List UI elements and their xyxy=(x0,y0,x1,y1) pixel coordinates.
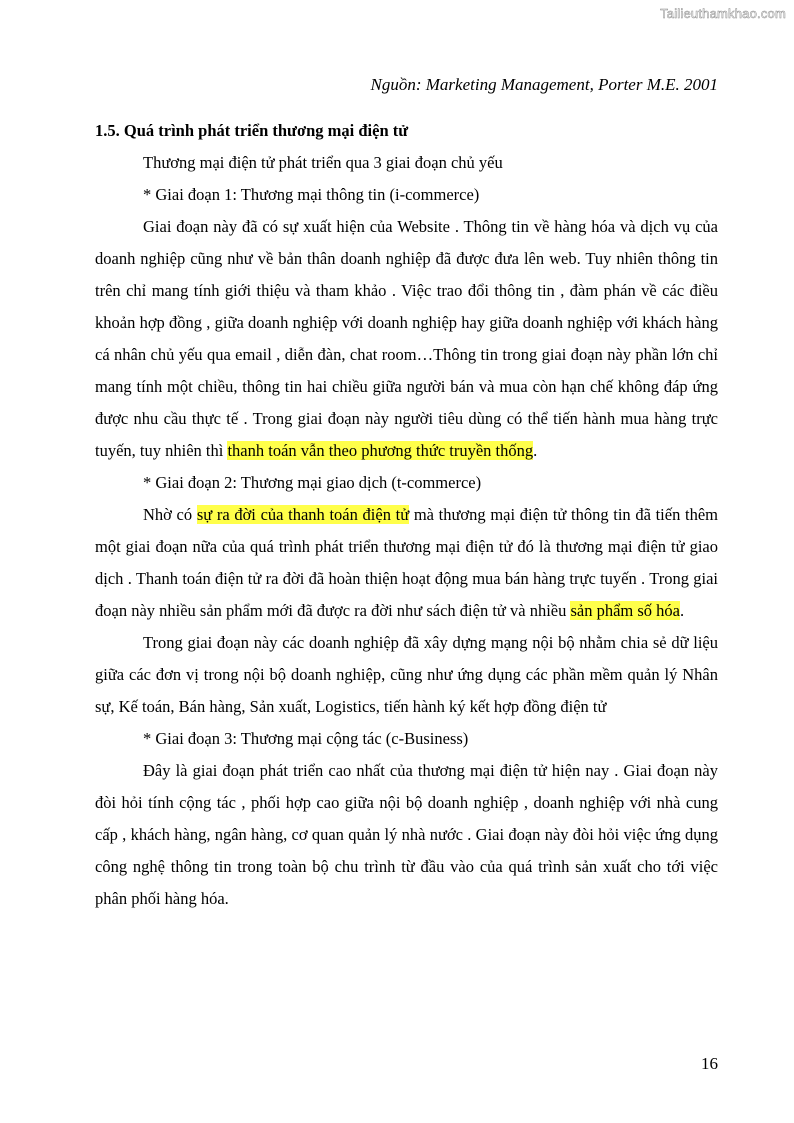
watermark: Tailieuthamkhao.com xyxy=(660,6,786,21)
section-heading: 1.5. Quá trình phát triển thương mại điện tử xyxy=(95,121,409,140)
stage1-highlight: thanh toán vẫn theo phương thức truyền thống xyxy=(227,441,534,460)
stage1-title: * Giai đoạn 1: Thương mại thông tin (i-commerce) xyxy=(143,185,480,204)
stage2-highlight-2: sản phẩm số hóa xyxy=(570,601,681,620)
stage2-text-middle: mà thương mại điện tử thông tin đã tiến thêm một giai đoạn nữa của quá trình phát triển thương mại điện tử đó là thương mại điện tử giao dịch . Thanh toán điện tử ra đời đã hoàn thiện hoạt động mua bán hàng trực tuyến . Trong giai đoạn này nhiều sản phẩm mới đã được ra đời như sách điện tử và nhiều xyxy=(95,505,719,620)
stage2-paragraph-1 xyxy=(95,499,718,627)
stage2-text-end: . xyxy=(680,601,685,620)
document-body xyxy=(95,115,718,915)
stage3-title: * Giai đoạn 3: Thương mại cộng tác (c-Business) xyxy=(143,729,469,748)
stage2-paragraph-2: Trong giai đoạn này các doanh nghiệp đã xây dựng mạng nội bộ nhằm chia sẻ dữ liệu giữa các đơn vị trong nội bộ doanh nghiệp, cũng như ứng dụng các phần mềm quản lý Nhân sự, Kế toán, Bán hàng, Sản xuất, Logistics, tiến hành ký kết hợp đồng điện tử xyxy=(95,633,718,716)
stage1-paragraph xyxy=(95,211,718,467)
stage3-paragraph: Đây là giai đoạn phát triển cao nhất của thương mại điện tử hiện nay . Giai đoạn này đòi hỏi tính cộng tác , phối hợp cao giữa nội bộ doanh nghiệp , doanh nghiệp với nhà cung cấp , khách hàng, ngân hàng, cơ quan quản lý nhà nước . Giai đoạn này đòi hỏi việc ứng dụng công nghệ thông tin trong toàn bộ chu trình từ đầu vào của quá trình sản xuất cho tới việc phân phối hàng hóa. xyxy=(95,761,718,908)
stage2-title: * Giai đoạn 2: Thương mại giao dịch (t-commerce) xyxy=(143,473,482,492)
stage1-text-end: . xyxy=(533,441,538,460)
stage2-highlight-1: sự ra đời của thanh toán điện tử xyxy=(196,505,410,524)
intro-paragraph: Thương mại điện tử phát triển qua 3 giai đoạn chủ yếu xyxy=(143,153,503,172)
stage1-text: Giai đoạn này đã có sự xuất hiện của Website . Thông tin về hàng hóa và dịch vụ của doanh nghiệp cũng như về bản thân doanh nghiệp đã được đưa lên web. Tuy nhiên thông tin trên chỉ mang tính giới thiệu và tham khảo . Việc trao đổi thông tin , đàm phán về các điều khoản hợp đồng , giữa doanh nghiệp với doanh nghiệp hay giữa doanh nghiệp với khách hàng cá nhân chủ yếu qua email , diễn đàn, chat room…Thông tin trong giai đoạn này phần lớn chỉ mang tính một chiều, thông tin hai chiều giữa người bán và mua còn hạn chế không đáp ứng được nhu cầu thực tế . Trong giai đoạn này người tiêu dùng có thể tiến hành mua hàng trực tuyến, tuy nhiên thì xyxy=(95,217,718,460)
stage2-text-start: Nhờ có xyxy=(143,505,197,524)
page-number: 16 xyxy=(701,1054,718,1073)
source-citation: Nguồn: Marketing Management, Porter M.E. 2001 xyxy=(370,75,718,94)
